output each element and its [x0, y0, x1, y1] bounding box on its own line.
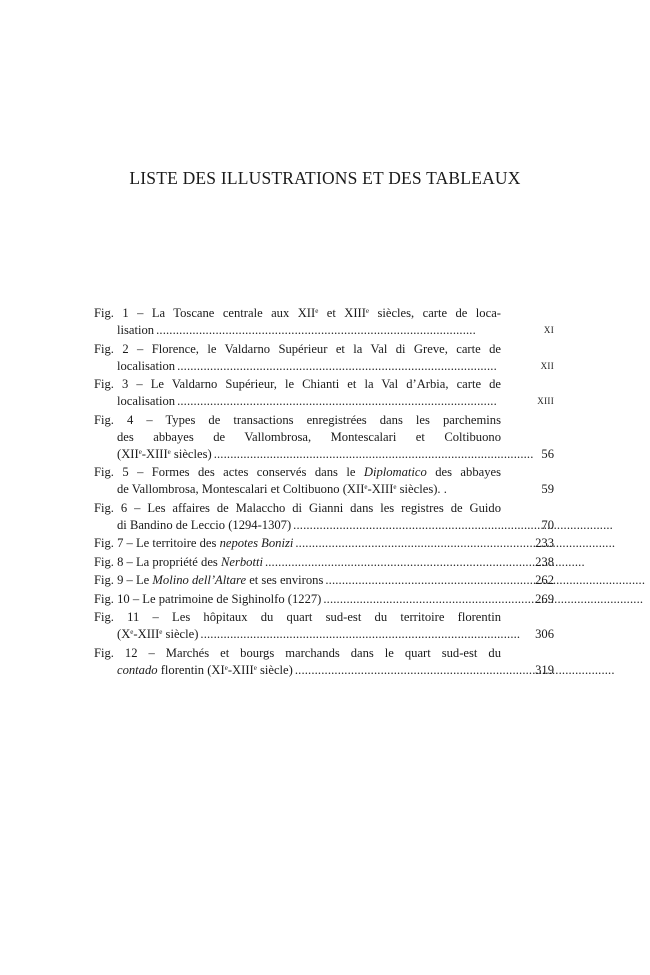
caption-line: des abbayes de Vallombrosa, Montescalari et Coltibuono — [117, 429, 501, 444]
page-title: LISTE DES ILLUSTRATIONS ET DES TABLEAUX — [129, 168, 521, 188]
dot-leader — [295, 536, 613, 550]
page-number: XI — [543, 325, 554, 335]
entry-caption — [94, 572, 501, 589]
caption-line: Fig. 5 – Formes des actes conservés dans le Diplomatico des abbayes — [94, 465, 501, 479]
caption-line: Fig. 6 – Les affaires de Malaccho di Gianni dans les registres de Guido — [94, 500, 501, 515]
list-item[interactable] — [94, 591, 554, 608]
caption-line: Fig. 11 – Les hôpitaux du quart sud-est du territoire florentin — [94, 610, 501, 624]
entry-caption — [94, 305, 501, 339]
dot-leader — [200, 627, 518, 641]
list-item[interactable] — [94, 305, 554, 339]
caption-line: Fig. 2 – Florence, le Valdarno Supérieur et la Val di Greve, carte de — [94, 341, 501, 356]
list-item[interactable] — [94, 464, 554, 498]
list-item[interactable] — [94, 535, 554, 552]
list-item[interactable] — [94, 500, 554, 534]
list-item[interactable] — [94, 572, 554, 589]
entry-caption — [94, 554, 501, 571]
page-number: 56 — [541, 446, 554, 461]
entry-caption — [94, 500, 501, 534]
page-number: 59 — [541, 482, 554, 496]
dot-leader — [323, 592, 641, 606]
dot-leader — [293, 518, 611, 532]
caption-line: localisation. . . — [94, 393, 501, 410]
page-number: 262 — [535, 573, 554, 587]
list-item[interactable] — [94, 609, 554, 643]
dot-leader — [295, 663, 613, 677]
entry-caption — [94, 591, 501, 608]
list-item[interactable] — [94, 645, 554, 679]
page-number: 306 — [535, 627, 554, 641]
list-item[interactable] — [94, 376, 554, 410]
caption-line: Fig. 3 – Le Valdarno Supérieur, le Chianti et la Val d’Arbia, carte de — [94, 377, 501, 391]
dot-leader — [177, 359, 495, 373]
list-item[interactable] — [94, 554, 554, 571]
page-number: XII — [540, 360, 554, 371]
page-number: 70 — [541, 517, 554, 532]
dot-leader — [325, 573, 643, 587]
caption-line: Fig. 12 – Marchés et bourgs marchands dans le quart sud-est du — [94, 645, 501, 660]
caption-line: localisation. . . — [94, 358, 501, 375]
entry-caption — [94, 341, 501, 375]
list-item[interactable] — [94, 412, 554, 463]
caption-line: Fig. 10 – Le patrimoine de Sighinolfo (1227). . . — [94, 591, 501, 608]
entry-caption — [94, 412, 501, 463]
entry-caption — [94, 609, 501, 643]
entry-caption — [94, 464, 501, 498]
caption-line: Fig. 9 – Le Molino dell’Altare et ses environs. . . — [94, 572, 501, 589]
caption-line: Fig. 7 – Le territoire des nepotes Bonizi. . . — [94, 535, 501, 552]
illustrations-list — [94, 305, 554, 680]
caption-line: (Xe-XIIIe siècle). . . — [94, 626, 501, 643]
caption-line: contado florentin (XIe-XIIIe siècle). . . — [94, 662, 501, 679]
page-number: 238 — [535, 554, 554, 569]
page-number: 233 — [535, 536, 554, 550]
entry-caption — [94, 535, 501, 552]
page-number: 319 — [535, 662, 554, 677]
dot-leader — [156, 323, 474, 337]
entry-caption — [94, 645, 501, 679]
page-number: 269 — [535, 591, 554, 606]
page-number: XIII — [537, 396, 554, 406]
caption-line: (XIIe-XIIIe siècles). . . — [94, 446, 501, 463]
caption-line: de Vallombrosa, Montescalari et Coltibuono (XIIe-XIIIe siècles). . — [117, 482, 447, 496]
entry-caption — [94, 376, 501, 410]
caption-line: lisation. . . — [94, 322, 501, 339]
caption-line: Fig. 4 – Types de transactions enregistrées dans les parchemins — [94, 412, 501, 427]
dot-leader — [177, 394, 495, 408]
list-item[interactable] — [94, 341, 554, 375]
caption-line: di Bandino de Leccio (1294-1307). . . — [94, 517, 501, 534]
caption-line: Fig. 1 – La Toscane centrale aux XIIe et XIIIe siècles, carte de loca- — [94, 306, 501, 320]
dot-leader — [214, 447, 532, 461]
caption-line: Fig. 8 – La propriété des Nerbotti. . . — [94, 554, 501, 571]
